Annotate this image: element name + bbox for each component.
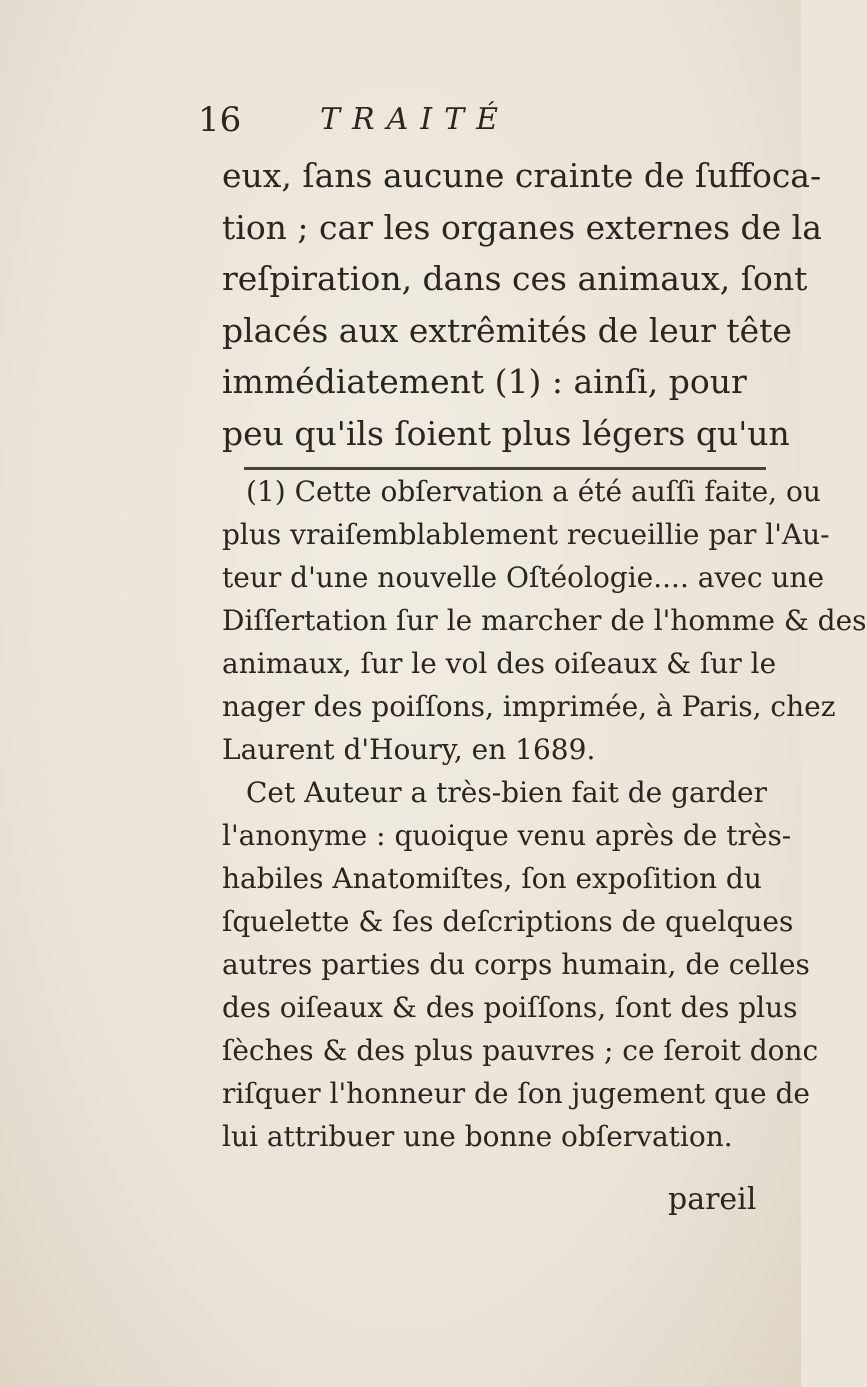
main-text — [222, 150, 822, 459]
text-line: peu qu'ils ſoient plus légers qu'un — [222, 413, 790, 453]
footnote — [222, 470, 867, 1158]
footnote-line: ſquelette & ſes deſcriptions de quelques — [222, 905, 794, 938]
footnote-line: nager des poiſſons, imprimée, à Paris, chez — [222, 690, 836, 723]
footnote-line: riſquer l'honneur de ſon jugement que de — [222, 1077, 810, 1110]
footnote-line: l'anonyme : quoique venu après de très- — [222, 819, 792, 852]
page-header — [198, 100, 758, 150]
text-line: immédiatement (1) : ainſi, pour — [222, 362, 747, 401]
footnote-line: des oiſeaux & des poiſſons, ſont des plus — [222, 991, 798, 1024]
footnote-line: habiles Anatomiſtes, ſon expoſition du — [222, 862, 762, 895]
footnote-line: animaux, ſur le vol des oiſeaux & ſur le — [222, 647, 777, 680]
text-line: reſpiration, dans ces animaux, ſont — [222, 259, 808, 298]
footnote-line: Cet Auteur a très-bien fait de garder — [246, 776, 767, 809]
running-title: TRAITÉ — [320, 102, 511, 137]
footnote-line: autres parties du corps humain, de celles — [222, 948, 810, 981]
footnote-line: teur d'une nouvelle Oſtéologie.... avec une — [222, 561, 825, 594]
catchword: pareil — [668, 1182, 757, 1217]
text-line: tion ; car les organes externes de la — [222, 207, 822, 247]
footnote-line: Diſſertation ſur le marcher de l'homme & des — [222, 604, 867, 637]
text-line: eux, ſans aucune crainte de ſuffoca- — [222, 156, 822, 195]
page-number: 16 — [198, 100, 242, 140]
footnote-line: (1) Cette obſervation a été auſſi faite, ou — [246, 475, 821, 508]
text-line: placés aux extrêmités de leur tête — [222, 310, 792, 350]
footnote-line: lui attribuer une bonne obſervation. — [222, 1120, 733, 1153]
footnote-line: plus vraiſemblablement recueillie par l'Au- — [222, 518, 830, 551]
footnote-line: Laurent d'Houry, en 1689. — [222, 733, 596, 766]
footnote-line: ſèches & des plus pauvres ; ce ſeroit donc — [222, 1034, 819, 1067]
